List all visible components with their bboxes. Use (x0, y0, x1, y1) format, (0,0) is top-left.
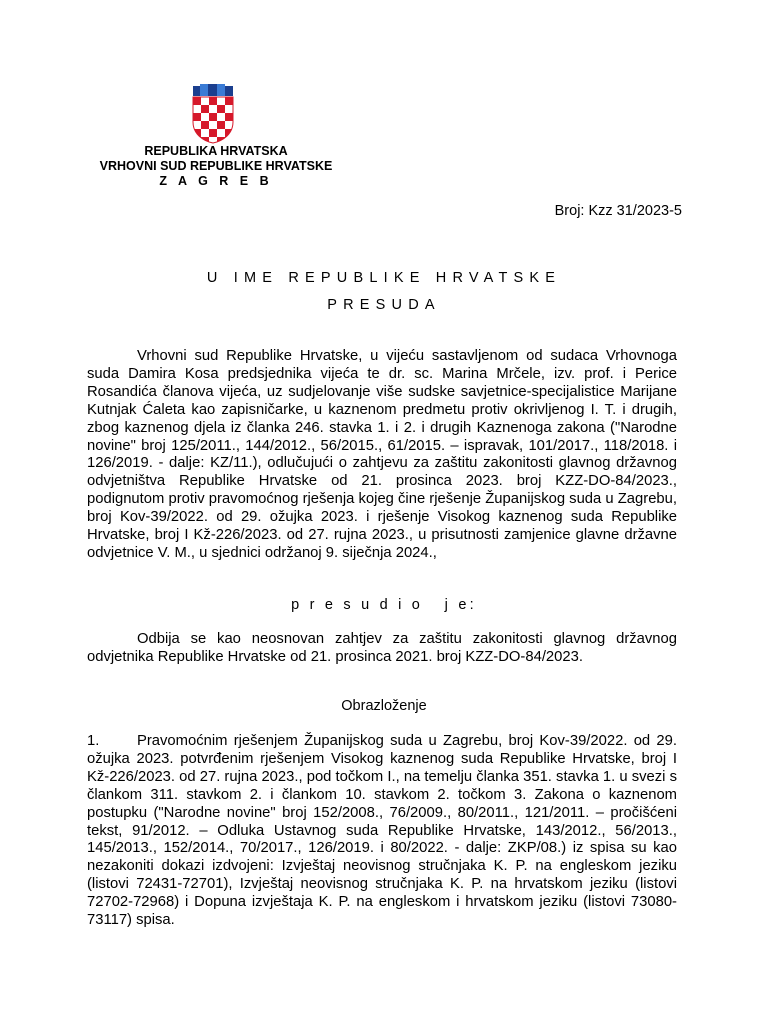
verdict-paragraph: Odbija se kao neosnovan zahtjev za zaštitu zakonitosti glavnog državnog odvjetnika Republike Hrvatske od 21. prosinca 2021. broj KZZ-DO-84/2023. (87, 631, 677, 665)
header-line-city: Z A G R E B (159, 174, 273, 188)
court-header (86, 144, 346, 189)
title-in-name-of-republic: U IME REPUBLIKE HRVATSKE (206, 270, 562, 286)
intro-paragraph: Vrhovni sud Republike Hrvatske, u vijeću sastavljenom od sudaca Vrhovnoga suda Damira Kosa predsjednika vijeća te dr. sc. Marina Mrčele, izv. prof. i Perice Rosandića članova vijeća, uz sudjelovanje više sudske savjetnice-specijalistice Marijane Kutnjak Ćaleta kao zapisničarke, u kaznenom predmetu protiv okrivljenog I. T. i drugih, zbog kaznenog djela iz članka 246. stavka 1. i 2. i drugih Kaznenoga zakona ("Narodne novine" broj 125/2011., 144/2012., 56/2015., 61/2015. – ispravak, 101/2017., 118/2018. i 126/2019. - dalje: KZ/11.), odlučujući o zahtjevu za zaštitu zakonitosti glavnog državnog odvjetništva Republike Hrvatske od 21. prosinca 2023. broj KZZ-DO-84/2023., podignutom protiv pravomoćnog rješenja kojeg čine rješenje Županijskog suda u Zagrebu, broj Kov-39/2022. od 29. ožujka 2023. i rješenje Visokog kaznenog suda Republike Hrvatske, broj I Kž-226/2023. od 27. rujna 2023., u prisutnosti zamjenice glavne državne odvjetnice V. M., u sjednici održanoj 9. siječnja 2024., (87, 348, 677, 561)
reasoning-heading: Obrazloženje (341, 698, 427, 714)
reasoning-item-1 (87, 733, 677, 930)
reasoning-item-number: 1. (87, 733, 100, 749)
case-number: Broj: Kzz 31/2023-5 (554, 203, 682, 219)
verdict-heading: p r e s u d i o j e: (291, 597, 477, 613)
title-verdict: PRESUDA (327, 297, 441, 313)
header-line-republic: REPUBLIKA HRVATSKA (144, 144, 288, 158)
croatian-coat-of-arms-icon (190, 84, 236, 144)
header-line-court: VRHOVNI SUD REPUBLIKE HRVATSKE (99, 159, 333, 173)
reasoning-item-text: Pravomoćnim rješenjem Županijskog suda u Zagrebu, broj Kov-39/2022. od 29. ožujka 2023. potvrđenim rješenjem Visokog kaznenog suda Republike Hrvatske, broj I Kž-226/2023. od 27. rujna 2023., pod točkom I., na temelju članka 351. stavka 1. u svezi s člankom 311. stavkom 2. i člankom 10. stavkom 2. točkom 3. Zakona o kaznenom postupku ("Narodne novine" broj 152/2008., 76/2009., 80/2011., 121/2011. – pročišćeni tekst, 91/2012. – Odluka Ustavnog suda Republike Hrvatske, 143/2012., 56/2013., 145/2013., 152/2014., 70/2017., 126/2019. i 80/2022. - dalje: ZKP/08.) iz spisa su kao nezakoniti dokazi izdvojeni: Izvještaj neovisnog stručnjaka K. P. na engleskom jeziku (listovi 72431-72701), Izvještaj neovisnog stručnjaka K. P. na hrvatskom jeziku (listovi 72702-72968) i Dopuna izvještaja K. P. na engleskom i hrvatskom jeziku (listovi 73080-73117) spisa. (87, 733, 677, 929)
